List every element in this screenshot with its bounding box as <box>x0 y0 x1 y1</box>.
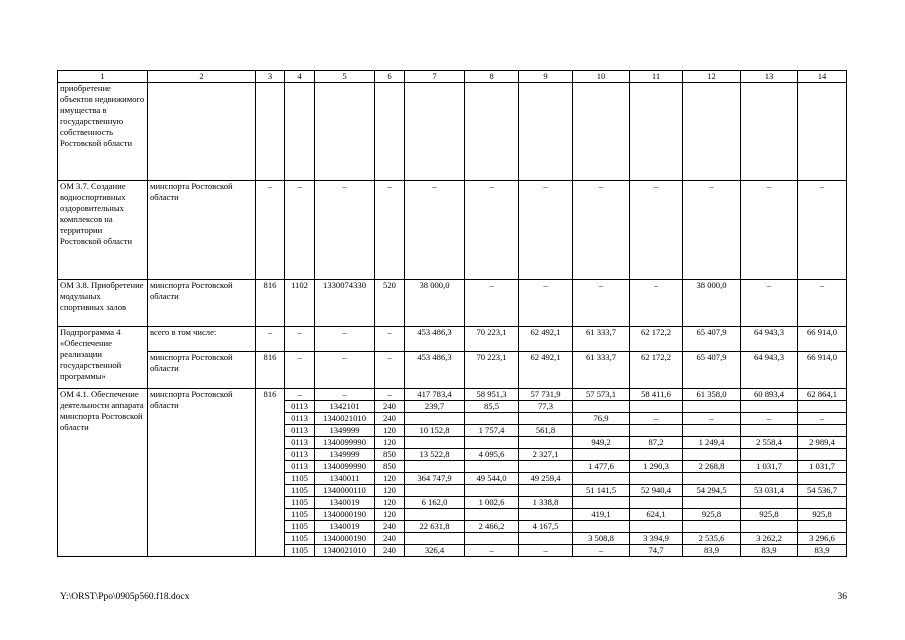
table-cell: 65 407,9 <box>683 352 741 389</box>
table-cell: 949,2 <box>573 437 630 449</box>
table-cell: 0113 <box>285 413 315 425</box>
table-cell: 74,7 <box>630 545 683 557</box>
table-cell: 87,2 <box>630 437 683 449</box>
table-cell <box>573 425 630 437</box>
table-row <box>58 389 847 401</box>
table-cell: 1340021010 <box>315 545 375 557</box>
table-cell: 66 914,0 <box>798 352 847 389</box>
table-cell: 3 296,6 <box>798 533 847 545</box>
table-cell: – <box>573 280 630 327</box>
table-row <box>58 280 847 327</box>
col-header: 9 <box>519 71 573 83</box>
table-cell <box>630 449 683 461</box>
table-cell <box>798 473 847 485</box>
measure-name: ОМ 3.7. Создание водноспортивных оздоровительных комплексов на территории Ростовской области <box>58 181 148 280</box>
table-cell <box>630 473 683 485</box>
table-cell: 49 544,0 <box>465 473 519 485</box>
table-cell <box>519 413 573 425</box>
col-header: 7 <box>405 71 465 83</box>
table-cell: – <box>285 327 315 352</box>
measure-name: Подпрограмма 4 «Обеспечение реализации государственной программы» <box>58 327 148 389</box>
table-cell <box>798 497 847 509</box>
table-cell: 62 864,1 <box>798 389 847 401</box>
table-cell: 453 486,3 <box>405 327 465 352</box>
table-cell <box>405 461 465 473</box>
table-cell: 417 783,4 <box>405 389 465 401</box>
table-cell: 120 <box>375 437 405 449</box>
executor: минспорта Ростовской области <box>148 389 256 557</box>
col-header: 3 <box>256 71 285 83</box>
table-cell <box>741 473 798 485</box>
table-cell: 62 172,2 <box>630 352 683 389</box>
table-row <box>58 327 847 352</box>
table-cell: 326,4 <box>405 545 465 557</box>
table-cell: – <box>630 280 683 327</box>
table-cell: 0113 <box>285 425 315 437</box>
table-cell <box>405 509 465 521</box>
table-cell: – <box>573 181 630 280</box>
table-cell: 61 333,7 <box>573 327 630 352</box>
table-cell: 925,8 <box>741 509 798 521</box>
table-cell <box>573 401 630 413</box>
table-cell: – <box>285 352 315 389</box>
table-cell: – <box>683 413 741 425</box>
table-cell: 120 <box>375 497 405 509</box>
table-cell: 0113 <box>285 449 315 461</box>
table-cell: 1 249,4 <box>683 437 741 449</box>
table-cell: 3 508,8 <box>573 533 630 545</box>
col-header: 14 <box>798 71 847 83</box>
table-cell: 1102 <box>285 280 315 327</box>
table-cell: – <box>519 545 573 557</box>
table-cell: 0113 <box>285 401 315 413</box>
table-cell: 1340000110 <box>315 485 375 497</box>
table-cell: – <box>798 280 847 327</box>
table-cell <box>573 473 630 485</box>
table-cell <box>630 497 683 509</box>
table-cell: 1 290,3 <box>630 461 683 473</box>
table-cell: 4 095,6 <box>465 449 519 461</box>
table-cell <box>519 509 573 521</box>
table-cell: 57 731,9 <box>519 389 573 401</box>
page-number: 36 <box>837 592 847 602</box>
table-cell: 239,7 <box>405 401 465 413</box>
table-cell: 925,8 <box>798 509 847 521</box>
table-cell: – <box>465 181 519 280</box>
table-cell: 62 492,1 <box>519 352 573 389</box>
table-cell: 520 <box>375 280 405 327</box>
table-cell: 2 989,4 <box>798 437 847 449</box>
table-cell <box>798 401 847 413</box>
table-cell: 49 259,4 <box>519 473 573 485</box>
table-cell: 1349999 <box>315 449 375 461</box>
table-cell: 54 536,7 <box>798 485 847 497</box>
table-cell: 240 <box>375 413 405 425</box>
table-cell: – <box>285 181 315 280</box>
measure-name: приобретение объектов недвижимого имущества в государственную собственность Ростовской области <box>58 83 148 181</box>
table-cell: 64 943,3 <box>741 327 798 352</box>
table-cell: 2 535,6 <box>683 533 741 545</box>
table-cell: 2 327,1 <box>519 449 573 461</box>
table-cell: 1330074330 <box>315 280 375 327</box>
table-cell <box>519 437 573 449</box>
table-cell: 1105 <box>285 485 315 497</box>
table-cell: 1340000190 <box>315 509 375 521</box>
table-cell: – <box>315 389 375 401</box>
table-cell: 925,8 <box>683 509 741 521</box>
table-cell: 850 <box>375 461 405 473</box>
col-header: 1 <box>58 71 148 83</box>
table-cell: 1340099990 <box>315 461 375 473</box>
table-cell: 2 268,8 <box>683 461 741 473</box>
table-cell: 1105 <box>285 509 315 521</box>
table-cell: – <box>375 327 405 352</box>
table-cell <box>630 401 683 413</box>
table-cell: 120 <box>375 485 405 497</box>
table-cell <box>741 425 798 437</box>
col-header: 8 <box>465 71 519 83</box>
table-cell: – <box>375 352 405 389</box>
table-cell: – <box>683 181 741 280</box>
table-cell: 364 747,9 <box>405 473 465 485</box>
table-cell: 0113 <box>285 437 315 449</box>
table-cell: 1105 <box>285 497 315 509</box>
table-cell <box>798 449 847 461</box>
table-row <box>58 352 847 389</box>
table-cell <box>741 497 798 509</box>
table-cell <box>465 485 519 497</box>
table-cell: 38 000,0 <box>683 280 741 327</box>
col-header: 5 <box>315 71 375 83</box>
table-cell: – <box>375 181 405 280</box>
table-cell: 850 <box>375 449 405 461</box>
table-cell <box>465 533 519 545</box>
table-cell: 1340011 <box>315 473 375 485</box>
budget-table <box>57 70 847 557</box>
executor: минспорта Ростовской области <box>148 352 256 389</box>
table-cell: 561,8 <box>519 425 573 437</box>
table-cell: 453 486,3 <box>405 352 465 389</box>
table-cell <box>683 521 741 533</box>
table-cell <box>519 461 573 473</box>
table-cell: – <box>519 280 573 327</box>
table-cell: 1105 <box>285 533 315 545</box>
table-cell: – <box>798 413 847 425</box>
table-cell: – <box>519 181 573 280</box>
table-cell: 120 <box>375 425 405 437</box>
table-cell: 76,9 <box>573 413 630 425</box>
table-cell <box>465 413 519 425</box>
table-cell: 120 <box>375 473 405 485</box>
table-cell: – <box>741 280 798 327</box>
table-cell: 62 172,2 <box>630 327 683 352</box>
table-cell: – <box>798 181 847 280</box>
table-cell: 240 <box>375 401 405 413</box>
table-cell: 38 000,0 <box>405 280 465 327</box>
table-cell: – <box>405 181 465 280</box>
table-cell: 1340000190 <box>315 533 375 545</box>
measure-name: ОМ 4.1. Обеспечение деятельности аппарата минспорта Ростовской области <box>58 389 148 557</box>
table-cell: 51 141,5 <box>573 485 630 497</box>
executor: всего в том числе: <box>148 327 256 352</box>
table-cell: – <box>375 389 405 401</box>
col-header: 4 <box>285 71 315 83</box>
table-cell <box>683 401 741 413</box>
table-cell: 1 477,6 <box>573 461 630 473</box>
table-cell: 10 152,8 <box>405 425 465 437</box>
table-cell: 240 <box>375 545 405 557</box>
table-cell <box>573 449 630 461</box>
table-cell: – <box>573 545 630 557</box>
table-cell: 66 914,0 <box>798 327 847 352</box>
table-cell <box>798 425 847 437</box>
table-cell: 120 <box>375 509 405 521</box>
table-cell: 61 358,0 <box>683 389 741 401</box>
table-cell: 1340021010 <box>315 413 375 425</box>
table-cell: 1105 <box>285 521 315 533</box>
table-cell <box>741 521 798 533</box>
table-cell <box>630 425 683 437</box>
table-cell: – <box>256 181 285 280</box>
table-cell: 1 757,4 <box>465 425 519 437</box>
table-cell: 1340019 <box>315 521 375 533</box>
table-cell: 816 <box>256 280 285 327</box>
table-cell <box>519 485 573 497</box>
table-cell: – <box>630 181 683 280</box>
table-cell: 62 492,1 <box>519 327 573 352</box>
table-cell <box>405 533 465 545</box>
table-cell: 816 <box>256 389 285 557</box>
table-cell: 13 522,8 <box>405 449 465 461</box>
table-cell <box>405 413 465 425</box>
table-cell: 83,9 <box>683 545 741 557</box>
table-row <box>58 181 847 280</box>
table-cell: 57 573,1 <box>573 389 630 401</box>
table-cell: 85,5 <box>465 401 519 413</box>
table-cell: – <box>285 389 315 401</box>
col-header: 2 <box>148 71 256 83</box>
table-cell: 816 <box>256 352 285 389</box>
col-header: 11 <box>630 71 683 83</box>
table-cell <box>573 497 630 509</box>
table-cell <box>465 461 519 473</box>
table-cell: 53 031,4 <box>741 485 798 497</box>
table-cell <box>683 449 741 461</box>
table-cell: 6 162,0 <box>405 497 465 509</box>
table-cell: 1105 <box>285 473 315 485</box>
col-header: 13 <box>741 71 798 83</box>
table-cell: – <box>315 327 375 352</box>
table-cell: 2 558,4 <box>741 437 798 449</box>
table-cell: 1 002,6 <box>465 497 519 509</box>
table-cell: 240 <box>375 533 405 545</box>
table-cell <box>683 425 741 437</box>
table-cell: – <box>465 280 519 327</box>
table-cell: 2 466,2 <box>465 521 519 533</box>
table-cell: – <box>256 327 285 352</box>
file-path: Y:\ORST\Ppo\0905p560.f18.docx <box>60 592 190 602</box>
table-cell <box>405 437 465 449</box>
table-cell: 1105 <box>285 545 315 557</box>
table-cell: 1 338,8 <box>519 497 573 509</box>
table-cell: 1342101 <box>315 401 375 413</box>
table-cell: – <box>741 181 798 280</box>
col-header: 10 <box>573 71 630 83</box>
table-cell <box>683 473 741 485</box>
executor: минспорта Ростовской области <box>148 181 256 280</box>
table-cell <box>465 437 519 449</box>
table-cell <box>573 521 630 533</box>
col-header: 12 <box>683 71 741 83</box>
table-cell: 65 407,9 <box>683 327 741 352</box>
table-cell <box>405 485 465 497</box>
table-row <box>58 83 847 181</box>
table-cell: 1 031,7 <box>741 461 798 473</box>
table-cell: 4 167,5 <box>519 521 573 533</box>
table-cell: 54 294,5 <box>683 485 741 497</box>
table-cell: 240 <box>375 521 405 533</box>
table-cell <box>630 521 683 533</box>
table-cell: 60 893,4 <box>741 389 798 401</box>
table-cell: 52 940,4 <box>630 485 683 497</box>
table-cell <box>798 521 847 533</box>
table-cell: 1 031,7 <box>798 461 847 473</box>
table-cell: 1349999 <box>315 425 375 437</box>
table-cell: 624,1 <box>630 509 683 521</box>
table-cell <box>465 509 519 521</box>
table-cell: 3 262,2 <box>741 533 798 545</box>
table-cell: 1340099990 <box>315 437 375 449</box>
table-cell: 1340019 <box>315 497 375 509</box>
header-row <box>58 71 847 83</box>
table-cell: 70 223,1 <box>465 352 519 389</box>
table-cell: 3 394,9 <box>630 533 683 545</box>
table-cell <box>519 533 573 545</box>
table-cell: 77,3 <box>519 401 573 413</box>
table-cell: 83,9 <box>798 545 847 557</box>
executor: минспорта Ростовской области <box>148 280 256 327</box>
table-cell: 58 411,6 <box>630 389 683 401</box>
table-cell: 0113 <box>285 461 315 473</box>
table-cell: – <box>741 413 798 425</box>
table-cell: – <box>630 413 683 425</box>
table-cell <box>683 497 741 509</box>
table-cell: 83,9 <box>741 545 798 557</box>
measure-name: ОМ 3.8. Приобретение модульных спортивных залов <box>58 280 148 327</box>
table-cell: 64 943,3 <box>741 352 798 389</box>
table-cell: 419,1 <box>573 509 630 521</box>
table-cell: 61 333,7 <box>573 352 630 389</box>
table-cell: – <box>315 181 375 280</box>
table-cell: – <box>465 545 519 557</box>
table-cell: 58 951,3 <box>465 389 519 401</box>
table-cell: 22 631,8 <box>405 521 465 533</box>
col-header: 6 <box>375 71 405 83</box>
table-cell <box>741 401 798 413</box>
table-cell: 70 223,1 <box>465 327 519 352</box>
table-cell: – <box>315 352 375 389</box>
table-cell <box>741 449 798 461</box>
